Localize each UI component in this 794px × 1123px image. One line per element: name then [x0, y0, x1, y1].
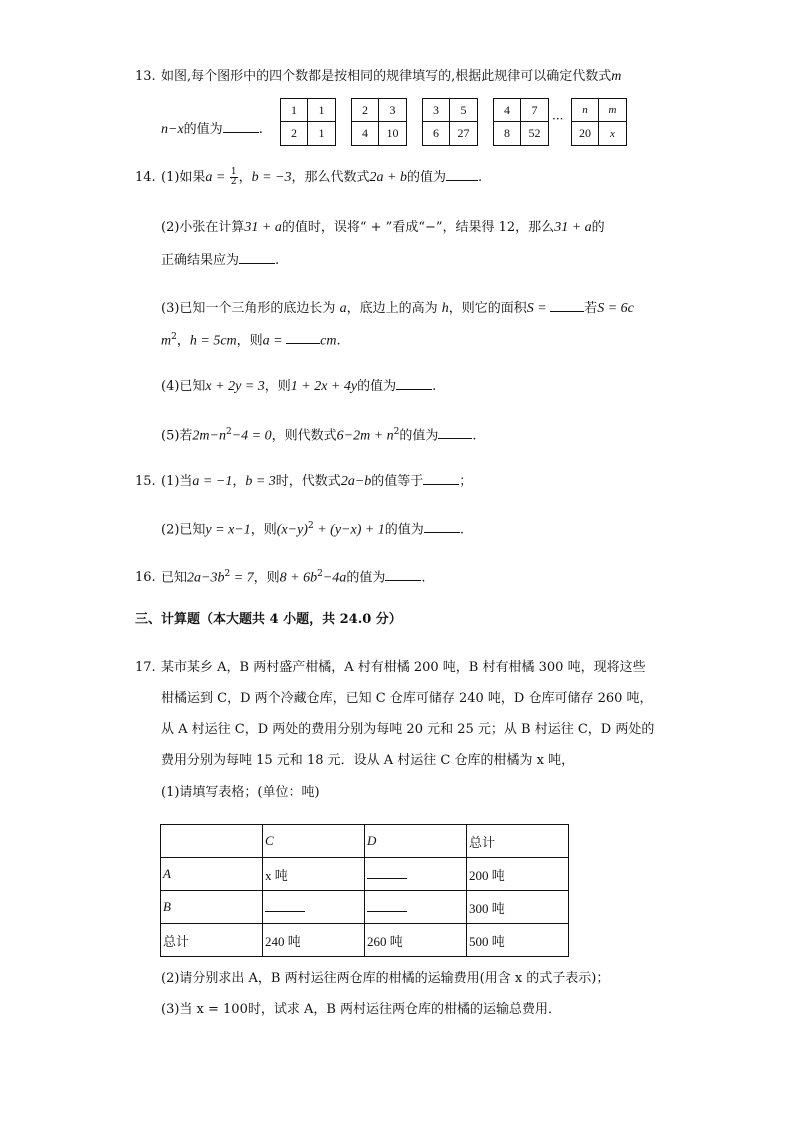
math: 2a + b	[369, 170, 407, 185]
row-label-a: A	[161, 858, 263, 891]
q17-line2: 柑橘运到 C，D 两个冷藏仓库，已知 C 仓库可储存 240 吨，D 仓库可储存 260 吨，	[161, 691, 653, 706]
answer-blank	[438, 424, 472, 439]
math: h	[441, 301, 449, 316]
math: 8 + 6b	[279, 570, 318, 586]
table-cell: 300 吨	[467, 891, 569, 924]
number-figure-1	[280, 98, 336, 146]
q14-part4	[161, 375, 436, 396]
figure-cell: n	[572, 99, 599, 122]
figure-cell: 2	[352, 99, 379, 122]
question-number: 16.	[135, 570, 156, 586]
figure-cell: 20	[572, 122, 599, 145]
figure-cell: 10	[386, 126, 399, 140]
q16	[135, 565, 425, 587]
math: S =	[526, 301, 551, 316]
answer-blank	[396, 375, 432, 390]
text: 已知	[161, 570, 188, 586]
answer-blank	[424, 518, 460, 533]
number-figure-2	[351, 98, 407, 146]
math: cm	[320, 333, 337, 349]
text: 时，代数式	[275, 474, 341, 489]
text: ，	[176, 333, 190, 349]
q14-part1	[135, 166, 482, 187]
superscript: 2	[224, 569, 231, 579]
q13-var-m: m	[611, 69, 622, 84]
text: (2)小张在计算	[161, 220, 245, 235]
q13-text2: 的值为	[183, 122, 223, 137]
math: x + 2y = 3	[205, 379, 265, 394]
number-figure-5	[571, 98, 627, 146]
numerator: 1	[230, 167, 237, 177]
q14-part5	[161, 423, 477, 445]
period: .	[478, 170, 483, 185]
question-number: 17.	[135, 660, 156, 675]
question-number: 13.	[135, 69, 156, 84]
text: (5)若	[161, 428, 193, 444]
text: 若	[584, 301, 598, 316]
section-heading: 三、计算题（本大题共 4 小题，共 24.0 分）	[135, 612, 402, 627]
figure-cell: 1	[281, 99, 308, 122]
math: 2m−n	[192, 428, 226, 444]
period: .	[472, 428, 477, 444]
superscript: 2	[225, 427, 232, 437]
math: 31 + a	[554, 220, 592, 235]
q15-part2	[161, 517, 464, 539]
text: ，则	[253, 570, 280, 586]
q14-part2-line2	[161, 249, 279, 270]
table-cell: x 吨	[263, 858, 365, 891]
math: a	[339, 301, 347, 316]
q17-sub1: (1)请填写表格；(单位：吨)	[161, 785, 320, 800]
figure-cell: 3	[423, 99, 450, 122]
period: .	[275, 253, 280, 268]
question-number: 15.	[135, 474, 156, 489]
table-header-c: C	[263, 825, 365, 858]
question-number: 14.	[135, 170, 156, 185]
math: 6−2m + n	[336, 428, 394, 444]
period: .	[258, 122, 263, 137]
q14-part3-line2	[161, 328, 341, 350]
answer-blank	[385, 566, 421, 581]
figure-cell: 5	[450, 99, 477, 122]
text: 的值为	[384, 522, 424, 538]
row-label-b: B	[161, 891, 263, 924]
answer-blank	[223, 118, 259, 133]
q14-part2-line1	[161, 219, 605, 237]
math: a =	[205, 170, 229, 185]
figure-cell: 1	[318, 126, 325, 140]
figure-cell: 27	[457, 126, 470, 140]
text: 的值为	[407, 170, 447, 185]
answer-blank	[550, 297, 584, 312]
text: 的值为	[357, 379, 397, 394]
text: (1)当	[161, 474, 193, 489]
q17-line3: 从 A 村运往 C，D 两处的费用分别为每吨 20 元和 25 元；从 B 村运往 C，D 两处的	[161, 722, 655, 737]
answer-blank	[239, 249, 275, 264]
period: .	[459, 522, 464, 538]
semicolon: ；	[459, 474, 473, 489]
ellipsis: ···	[552, 112, 564, 126]
q13-line2	[161, 118, 263, 139]
math: 1 + 2x + 4y	[290, 379, 358, 394]
table-header-total: 总计	[467, 825, 569, 858]
figure-cell: x	[610, 127, 615, 140]
q17-line4: 费用分别为每吨 15 元和 18 元．设从 A 村运往 C 仓库的柑橘为 x 吨，	[161, 753, 575, 768]
period: .	[432, 379, 437, 394]
text: (4)已知	[161, 379, 206, 394]
text: (2)已知	[161, 522, 206, 538]
figure-cell: 1	[308, 99, 335, 122]
text: 的	[591, 220, 605, 235]
math: 2a−3b	[187, 570, 225, 586]
text: ，那么代数式	[291, 170, 370, 185]
denominator: 2	[230, 177, 237, 187]
table-header-row	[161, 825, 569, 858]
figure-cell: 6	[423, 122, 450, 145]
figure-cell: 52	[528, 126, 541, 140]
period: .	[421, 570, 426, 586]
shipping-table	[160, 824, 569, 957]
q15-part1	[135, 470, 472, 491]
superscript: 2	[393, 427, 400, 437]
table-cell-blank	[263, 891, 365, 924]
figure-cell: 4	[352, 122, 379, 145]
figure-cell: 8	[494, 122, 521, 145]
q14-part3-line1	[161, 297, 634, 318]
math: a = −1	[192, 474, 233, 489]
q17-sub2: (2)请分别求出 A，B 两村运往两仓库的柑橘的运输费用(用含 x 的式子表示)；	[161, 971, 610, 986]
math: a =	[262, 333, 287, 349]
table-row	[161, 891, 569, 924]
math: + (y−x) + 1	[313, 522, 385, 538]
superscript: 2	[317, 569, 323, 579]
table-row	[161, 924, 569, 957]
math: −4 = 0	[231, 428, 272, 444]
text: 的值等于	[371, 474, 424, 489]
answer-blank	[423, 470, 459, 485]
table-cell: 200 吨	[467, 858, 569, 891]
period: .	[336, 333, 341, 349]
math: S = 6c	[597, 301, 634, 316]
figure-cell: 7	[521, 99, 548, 122]
q17-line1	[135, 659, 646, 677]
text: ，则	[264, 379, 291, 394]
table-header-d: D	[365, 825, 467, 858]
answer-blank	[286, 329, 320, 344]
answer-blank	[367, 866, 407, 879]
text: ，则	[250, 522, 277, 538]
math: b = 3	[245, 474, 276, 489]
q13-expr: n−x	[161, 122, 184, 137]
table-cell: 500 吨	[467, 924, 569, 957]
text: 某市某乡 A，B 两村盛产柑橘，A 村有柑橘 200 吨，B 村有柑橘 300 吨，现将这些	[161, 660, 646, 675]
math: = 7	[230, 570, 254, 586]
answer-blank	[265, 899, 305, 912]
text: ，则它的面积	[448, 301, 527, 316]
answer-blank	[446, 166, 478, 181]
fraction	[230, 168, 238, 187]
number-figure-4	[493, 98, 549, 146]
q13-line1	[135, 68, 621, 86]
table-cell: 240 吨	[263, 924, 365, 957]
figure-cell: 2	[281, 122, 308, 145]
table-cell: 260 吨	[365, 924, 467, 957]
math: h = 5cm	[189, 333, 237, 349]
text: 的值为	[346, 570, 386, 586]
q13-text: 如图,每个图形中的四个数都是按相同的规律填写的,根据此规律可以确定代数式	[161, 69, 612, 84]
text: (3)已知一个三角形的底边长为	[161, 301, 340, 316]
text: ，则	[236, 333, 263, 349]
math: y = x−1	[205, 522, 251, 538]
math: m	[161, 333, 172, 349]
superscript: 2	[171, 332, 177, 342]
table-cell-blank	[365, 858, 467, 891]
answer-blank	[367, 899, 407, 912]
row-label-total: 总计	[161, 924, 263, 957]
figure-cell: 3	[379, 99, 406, 122]
figure-cell: 4	[494, 99, 521, 122]
text: ，则代数式	[271, 428, 337, 444]
text: 的值时，误将“ + ”看成“−”，结果得 12，那么	[281, 220, 555, 235]
number-figure-3	[422, 98, 478, 146]
table-cell-blank	[365, 891, 467, 924]
math: −4a	[322, 570, 347, 586]
math: (x−y)	[276, 522, 308, 538]
math: 31 + a	[244, 220, 282, 235]
table-cell	[161, 825, 263, 858]
math: b = −3	[251, 170, 292, 185]
text: ，	[232, 474, 246, 489]
superscript: 2	[307, 521, 314, 531]
table-row	[161, 858, 569, 891]
math: 2a−b	[340, 474, 372, 489]
q17-sub3: (3)当 x = 100时，试求 A，B 两村运往两仓库的柑橘的运输总费用．	[161, 1002, 562, 1017]
text: ，底边上的高为	[346, 301, 442, 316]
text: 的值为	[399, 428, 439, 444]
text: ，	[238, 170, 252, 185]
text: (1)如果	[161, 170, 206, 185]
figure-cell: m	[599, 99, 626, 122]
text: 正确结果应为	[161, 253, 240, 268]
